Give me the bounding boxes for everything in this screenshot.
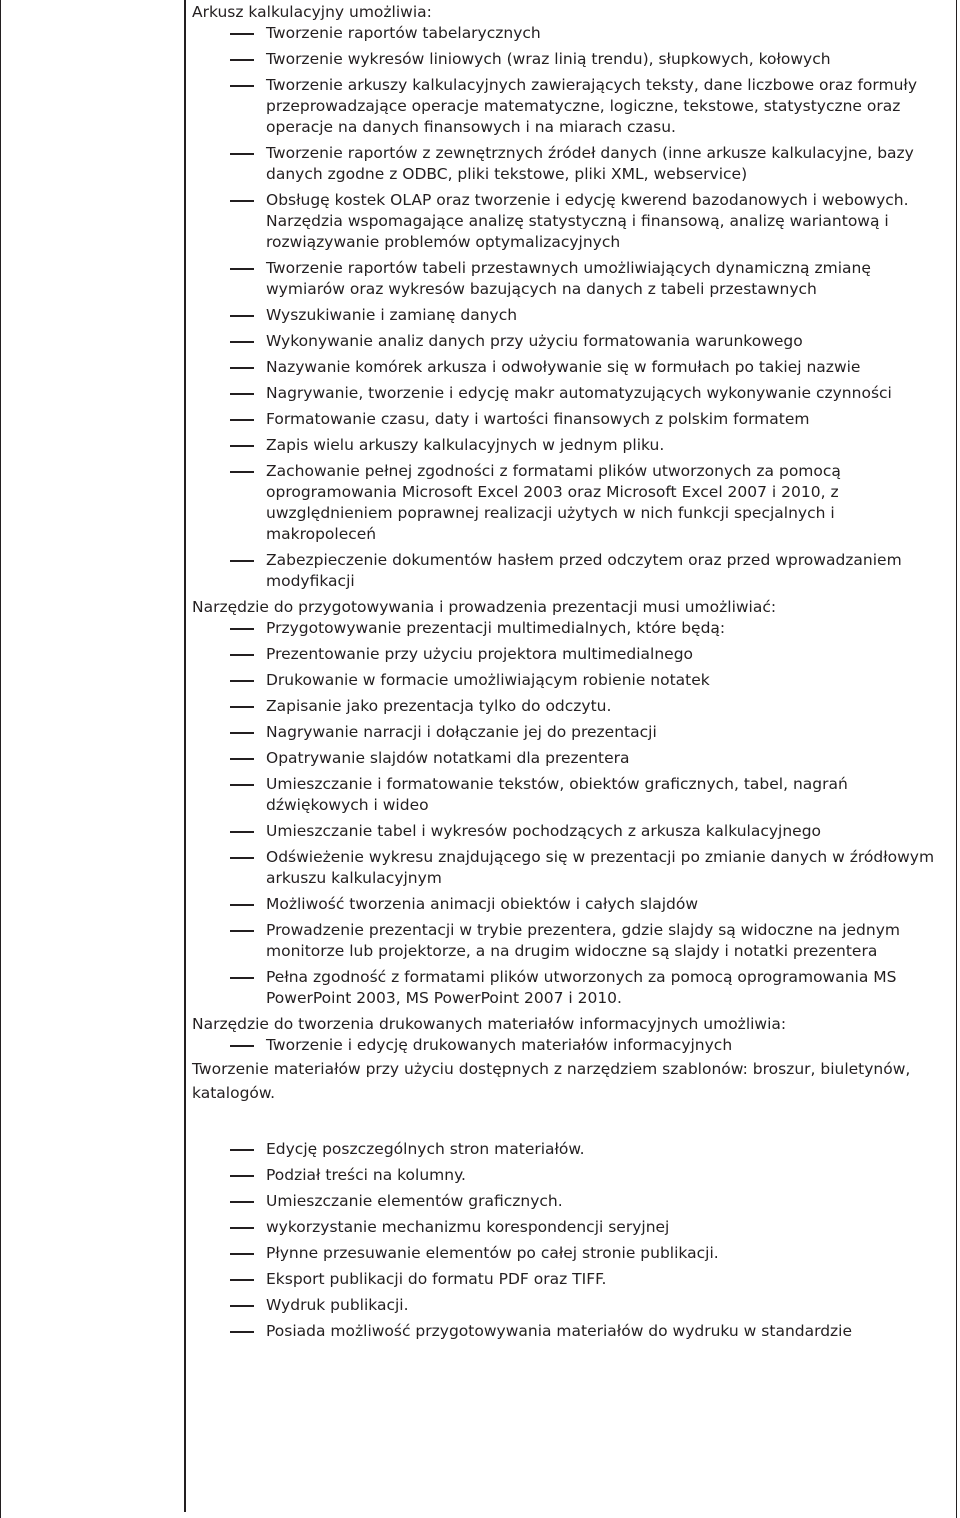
list-item-text: Tworzenie raportów tabeli przestawnych umożliwiających dynamiczną zmianę wymiarów oraz wykresów bazujących na danych z tabeli przestawnych	[266, 259, 871, 298]
list-item	[192, 190, 948, 253]
list-item-text: wykorzystanie mechanizmu korespondencji seryjnej	[266, 1218, 670, 1236]
list-item	[192, 357, 948, 378]
list-item	[192, 894, 948, 915]
list-item	[192, 331, 948, 352]
presentation-intro: Narzędzie do przygotowywania i prowadzenia prezentacji musi umożliwiać:	[192, 598, 777, 616]
list-item	[192, 1243, 948, 1264]
list-item	[192, 49, 948, 70]
list-item	[192, 670, 948, 691]
list-item-text: Wyszukiwanie i zamianę danych	[266, 306, 518, 324]
list-item	[192, 1139, 948, 1160]
list-item-text: Płynne przesuwanie elementów po całej stronie publikacji.	[266, 1244, 719, 1262]
list-item	[192, 435, 948, 456]
column-divider	[184, 0, 186, 1512]
list-item-text: Obsługę kostek OLAP oraz tworzenie i edycję kwerend bazodanowych i webowych. Narzędzia wspomagające analizę statystyczną i finansową, analizę wariantową i rozwiązywanie problemów optymalizacyjnych	[266, 191, 909, 251]
list-item-text: Tworzenie arkuszy kalkulacyjnych zawierających teksty, dane liczbowe oraz formuły przeprowadzające operacje matematyczne, logiczne, tekstowe, statystyczne oraz operacje na danych finansowych i na miarach czasu.	[266, 76, 917, 136]
list-item-text: Zapis wielu arkuszy kalkulacyjnych w jednym pliku.	[266, 436, 665, 454]
list-item	[192, 143, 948, 185]
list-item-text: Prowadzenie prezentacji w trybie prezentera, gdzie slajdy są widoczne na jednym monitorze lub projektorze, a na drugim widoczne są slajdy i notatki prezentera	[266, 921, 900, 960]
list-item-text: Możliwość tworzenia animacji obiektów i całych slajdów	[266, 895, 699, 913]
list-item-text: Zachowanie pełnej zgodności z formatami plików utworzonych za pomocą oprogramowania Microsoft Excel 2003 oraz Microsoft Excel 2007 i 2010, z uwzględnieniem poprawnej realizacji użytych w nich funkcji specjalnych i makropoleceń	[266, 462, 841, 543]
list-item	[192, 722, 948, 743]
list-item-text: Tworzenie i edycję drukowanych materiałów informacyjnych	[266, 1036, 733, 1054]
requirements-cell	[192, 2, 948, 1347]
list-item	[192, 305, 948, 326]
list-item-text: Przygotowywanie prezentacji multimedialnych, które będą:	[266, 619, 726, 637]
list-item-text: Umieszczanie tabel i wykresów pochodzących z arkusza kalkulacyjnego	[266, 822, 822, 840]
list-item	[192, 920, 948, 962]
list-item-text: Opatrywanie slajdów notatkami dla prezentera	[266, 749, 630, 767]
print-list	[192, 1035, 948, 1056]
publication-list	[192, 1139, 948, 1342]
list-item-text: Eksport publikacji do formatu PDF oraz TIFF.	[266, 1270, 607, 1288]
list-item-text: Zabezpieczenie dokumentów hasłem przed odczytem oraz przed wprowadzaniem modyfikacji	[266, 551, 902, 590]
spreadsheet-list	[192, 23, 948, 592]
list-item	[192, 644, 948, 665]
list-item-text: Prezentowanie przy użyciu projektora multimedialnego	[266, 645, 694, 663]
list-item-text: Wydruk publikacji.	[266, 1296, 409, 1314]
print-intro: Narzędzie do tworzenia drukowanych materiałów informacyjnych umożliwia:	[192, 1015, 787, 1033]
list-item	[192, 461, 948, 545]
list-item	[192, 774, 948, 816]
list-item-text: Drukowanie w formacie umożliwiającym robienie notatek	[266, 671, 710, 689]
list-item	[192, 1321, 948, 1342]
list-item	[192, 75, 948, 138]
list-item	[192, 821, 948, 842]
presentation-list	[192, 618, 948, 1009]
list-item-text: Nagrywanie, tworzenie i edycję makr automatyzujących wykonywanie czynności	[266, 384, 892, 402]
list-item	[192, 409, 948, 430]
list-item	[192, 618, 948, 639]
list-item-text: Edycję poszczególnych stron materiałów.	[266, 1140, 585, 1158]
templates-text: Tworzenie materiałów przy użyciu dostępnych z narzędziem szablonów: broszur, biuletynów, katalogów.	[192, 1060, 911, 1102]
list-item-text: Zapisanie jako prezentacja tylko do odczytu.	[266, 697, 612, 715]
list-item-text: Nagrywanie narracji i dołączanie jej do prezentacji	[266, 723, 657, 741]
list-item-text: Tworzenie raportów tabelarycznych	[266, 24, 541, 42]
list-item	[192, 1217, 948, 1238]
list-item-text: Pełna zgodność z formatami plików utworzonych za pomocą oprogramowania MS PowerPoint 2003, MS PowerPoint 2007 i 2010.	[266, 968, 897, 1007]
list-item	[192, 383, 948, 404]
list-item-text: Wykonywanie analiz danych przy użyciu formatowania warunkowego	[266, 332, 803, 350]
list-item-text: Tworzenie raportów z zewnętrznych źródeł danych (inne arkusze kalkulacyjne, bazy danych zgodne z ODBC, pliki tekstowe, pliki XML, webservice)	[266, 144, 914, 183]
list-item-text: Odświeżenie wykresu znajdującego się w prezentacji po zmianie danych w źródłowym arkuszu kalkulacyjnym	[266, 848, 935, 887]
list-item-text: Nazywanie komórek arkusza i odwoływanie się w formułach po takiej nazwie	[266, 358, 861, 376]
list-item	[192, 967, 948, 1009]
list-item	[192, 23, 948, 44]
list-item	[192, 550, 948, 592]
spreadsheet-intro: Arkusz kalkulacyjny umożliwia:	[192, 3, 432, 21]
list-item	[192, 1269, 948, 1290]
list-item	[192, 1191, 948, 1212]
list-item-text: Podział treści na kolumny.	[266, 1166, 466, 1184]
list-item	[192, 748, 948, 769]
list-item-text: Posiada możliwość przygotowywania materiałów do wydruku w standardzie	[266, 1322, 853, 1340]
list-item-text: Umieszczanie i formatowanie tekstów, obiektów graficznych, tabel, nagrań dźwiękowych i wideo	[266, 775, 848, 814]
list-item	[192, 1035, 948, 1056]
list-item-text: Formatowanie czasu, daty i wartości finansowych z polskim formatem	[266, 410, 810, 428]
list-item	[192, 847, 948, 889]
list-item	[192, 1165, 948, 1186]
list-item	[192, 1295, 948, 1316]
list-item	[192, 696, 948, 717]
list-item-text: Tworzenie wykresów liniowych (wraz linią trendu), słupkowych, kołowych	[266, 50, 831, 68]
list-item-text: Umieszczanie elementów graficznych.	[266, 1192, 563, 1210]
list-item	[192, 258, 948, 300]
